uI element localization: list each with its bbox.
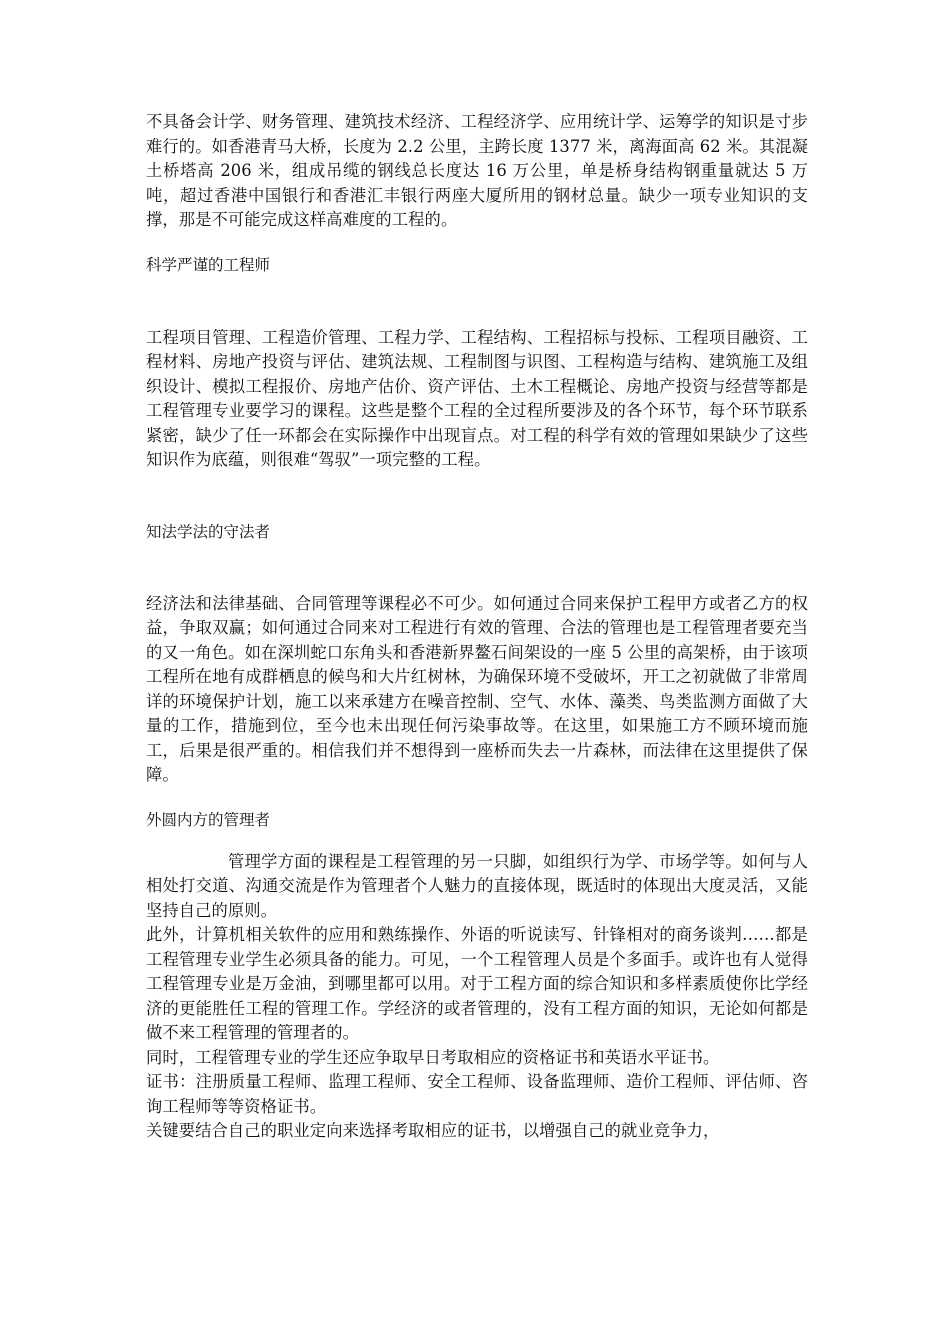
- paragraph-certificates-list: 证书：注册质量工程师、监理工程师、安全工程师、设备监理师、造价工程师、评估师、咨询工程师等等资格证书。: [146, 1072, 808, 1116]
- paragraph-knowledge: 不具备会计学、财务管理、建筑技术经济、工程经济学、应用统计学、运筹学的知识是寸步难行的。如香港青马大桥，长度为 2.2 公里，主跨长度 1377 米，离海面高 62 米。其混凝土桥塔高 206 米，组成吊缆的钢线总长度达 16 万公里，单是桥身结构钢重量就达 5 万吨，超过香港中国银行和香港汇丰银行两座大厦所用的钢材总量。缺少一项专业知识的支撑，那是不可能完成这样高难度的工程的。: [146, 112, 808, 229]
- paragraph-career: 关键要结合自己的职业定向来选择考取相应的证书，以增强自己的就业竞争力，: [146, 1121, 720, 1140]
- heading-scientific-engineer: 科学严谨的工程师: [146, 255, 271, 274]
- heading-manager: 外圆内方的管理者: [146, 810, 271, 829]
- document-page: [146, 110, 808, 1144]
- paragraph-law: 经济法和法律基础、合同管理等课程必不可少。如何通过合同来保护工程甲方或者乙方的权益，争取双赢；如何通过合同来对工程进行有效的管理、合法的管理也是工程管理者要充当的又一角色。如在深圳蛇口东角头和香港新界鳌石间架设的一座 5 公里的高架桥，由于该项工程所在地有成群栖息的候鸟和大片红树林，为确保环境不受破坏，开工之初就做了非常周详的环境保护计划，施工以来承建方在噪音控制、空气、水体、藻类、鸟类监测方面做了大量的工作，措施到位，至今也未出现任何污染事故等。在这里，如果施工方不顾环境而施工，后果是很严重的。相信我们并不想得到一座桥而失去一片森林，而法律在这里提供了保障。: [146, 593, 808, 784]
- paragraph-skills: 此外，计算机相关软件的应用和熟练操作、外语的听说读写、针锋相对的商务谈判……都是工程管理专业学生必须具备的能力。可见，一个工程管理人员是个多面手。或许也有人觉得工程管理专业是万金油，到哪里都可以用。对于工程方面的综合知识和多样素质使你比学经济的更能胜任工程的管理工作。学经济的或者管理的，没有工程方面的知识，无论如何都是做不来工程管理的管理者的。: [146, 925, 808, 1042]
- paragraph-courses: 工程项目管理、工程造价管理、工程力学、工程结构、工程招标与投标、工程项目融资、工程材料、房地产投资与评估、建筑法规、工程制图与识图、工程构造与结构、建筑施工及组织设计、模拟工程报价、房地产估价、资产评估、土木工程概论、房地产投资与经营等都是工程管理专业要学习的课程。这些是整个工程的全过程所要涉及的各个环节，每个环节联系紧密，缺少了任一环都会在实际操作中出现盲点。对工程的科学有效的管理如果缺少了这些知识作为底蕴，则很难“驾驭”一项完整的工程。: [146, 327, 808, 469]
- heading-law-abiding: 知法学法的守法者: [146, 522, 271, 541]
- paragraph-certificates-intro: 同时，工程管理专业的学生还应争取早日考取相应的资格证书和英语水平证书。: [146, 1047, 720, 1067]
- paragraph-management: 管理学方面的课程是工程管理的另一只脚，如组织行为学、市场学等。如何与人相处打交道、沟通交流是作为管理者个人魅力的直接体现，既适时的体现出大度灵活，又能坚持自己的原则。: [146, 851, 808, 920]
